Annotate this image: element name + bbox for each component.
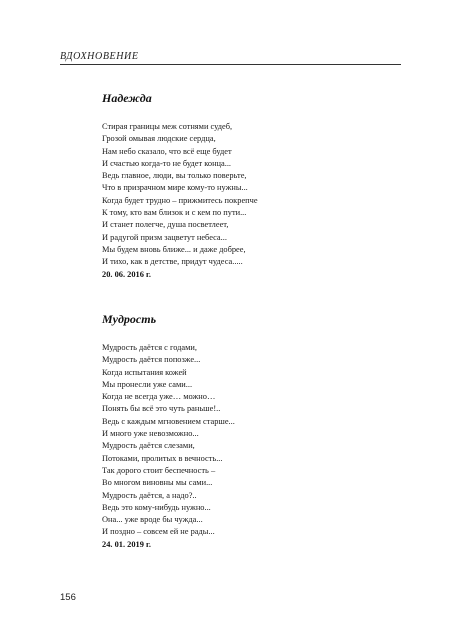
poem-stanza	[102, 121, 402, 269]
poem-nadezhda	[102, 91, 402, 281]
poem-line: Что в призрачном мире кому-то нужны...	[102, 183, 248, 193]
poem-line: Так дорого стоит беспечность –	[102, 465, 216, 475]
poem-line: Мудрость даётся, а надо?..	[102, 490, 197, 500]
poem-line: Во многом виновны мы сами...	[102, 478, 213, 488]
poem-title: Надежда	[102, 91, 152, 105]
poem-date: 24. 01. 2019 г.	[102, 539, 151, 549]
poem-line: К тому, кто вам близок и с кем по пути...	[102, 208, 247, 218]
poem-date: 20. 06. 2016 г.	[102, 269, 151, 279]
poem-line: Мудрость даётся попозже...	[102, 355, 201, 365]
poem-line: И много уже невозможно...	[102, 429, 199, 439]
poem-stanza	[102, 342, 402, 539]
running-title: ВДОХНОВЕНИЕ	[60, 51, 139, 62]
poem-line: И тихо, как в детстве, придут чудеса.....	[102, 257, 243, 267]
poem-line: И поздно – совсем ей не рады...	[102, 527, 215, 537]
poem-line: И счастью когда-то не будет конца...	[102, 158, 232, 168]
poem-line: Мудрость даётся с годами,	[102, 343, 197, 352]
poem-line: Мы будем вновь ближе... и даже добрее,	[102, 244, 246, 254]
poem-line: Когда не всегда уже… можно…	[102, 392, 216, 402]
poem-line: Ведь с каждым мгновением старше...	[102, 416, 235, 426]
poem-line: Потоками, пролитых в вечность...	[102, 453, 223, 463]
poem-line: Когда испытания кожей	[102, 367, 187, 377]
poem-mudrost	[102, 312, 402, 551]
poem-line: Она... уже вроде бы чужда...	[102, 515, 203, 525]
poem-line: Мы пронесли уже сами...	[102, 379, 193, 389]
poem-line: Мудрость даётся слезами,	[102, 441, 195, 451]
poem-line: Ведь это кому-нибудь нужно...	[102, 502, 211, 512]
page-number: 156	[60, 592, 76, 603]
poem-title: Мудрость	[102, 312, 157, 326]
poem-line: Когда будет трудно – прижмитесь покрепче	[102, 195, 258, 205]
poem-line: И радугой призм зацветут небеса...	[102, 232, 227, 242]
poem-line: Понять бы всё это чуть раньше!..	[102, 404, 221, 414]
poem-line: И станет полегче, душа посветлеет,	[102, 220, 229, 230]
header-divider	[60, 64, 401, 65]
poem-line: Грозой омывая людские сердца,	[102, 134, 216, 144]
poem-line: Нам небо сказало, что всё еще будет	[102, 146, 232, 156]
poem-line: Стирая границы меж сотнями судеб,	[102, 122, 233, 131]
poem-line: Ведь главное, люди, вы только поверьте,	[102, 171, 247, 181]
